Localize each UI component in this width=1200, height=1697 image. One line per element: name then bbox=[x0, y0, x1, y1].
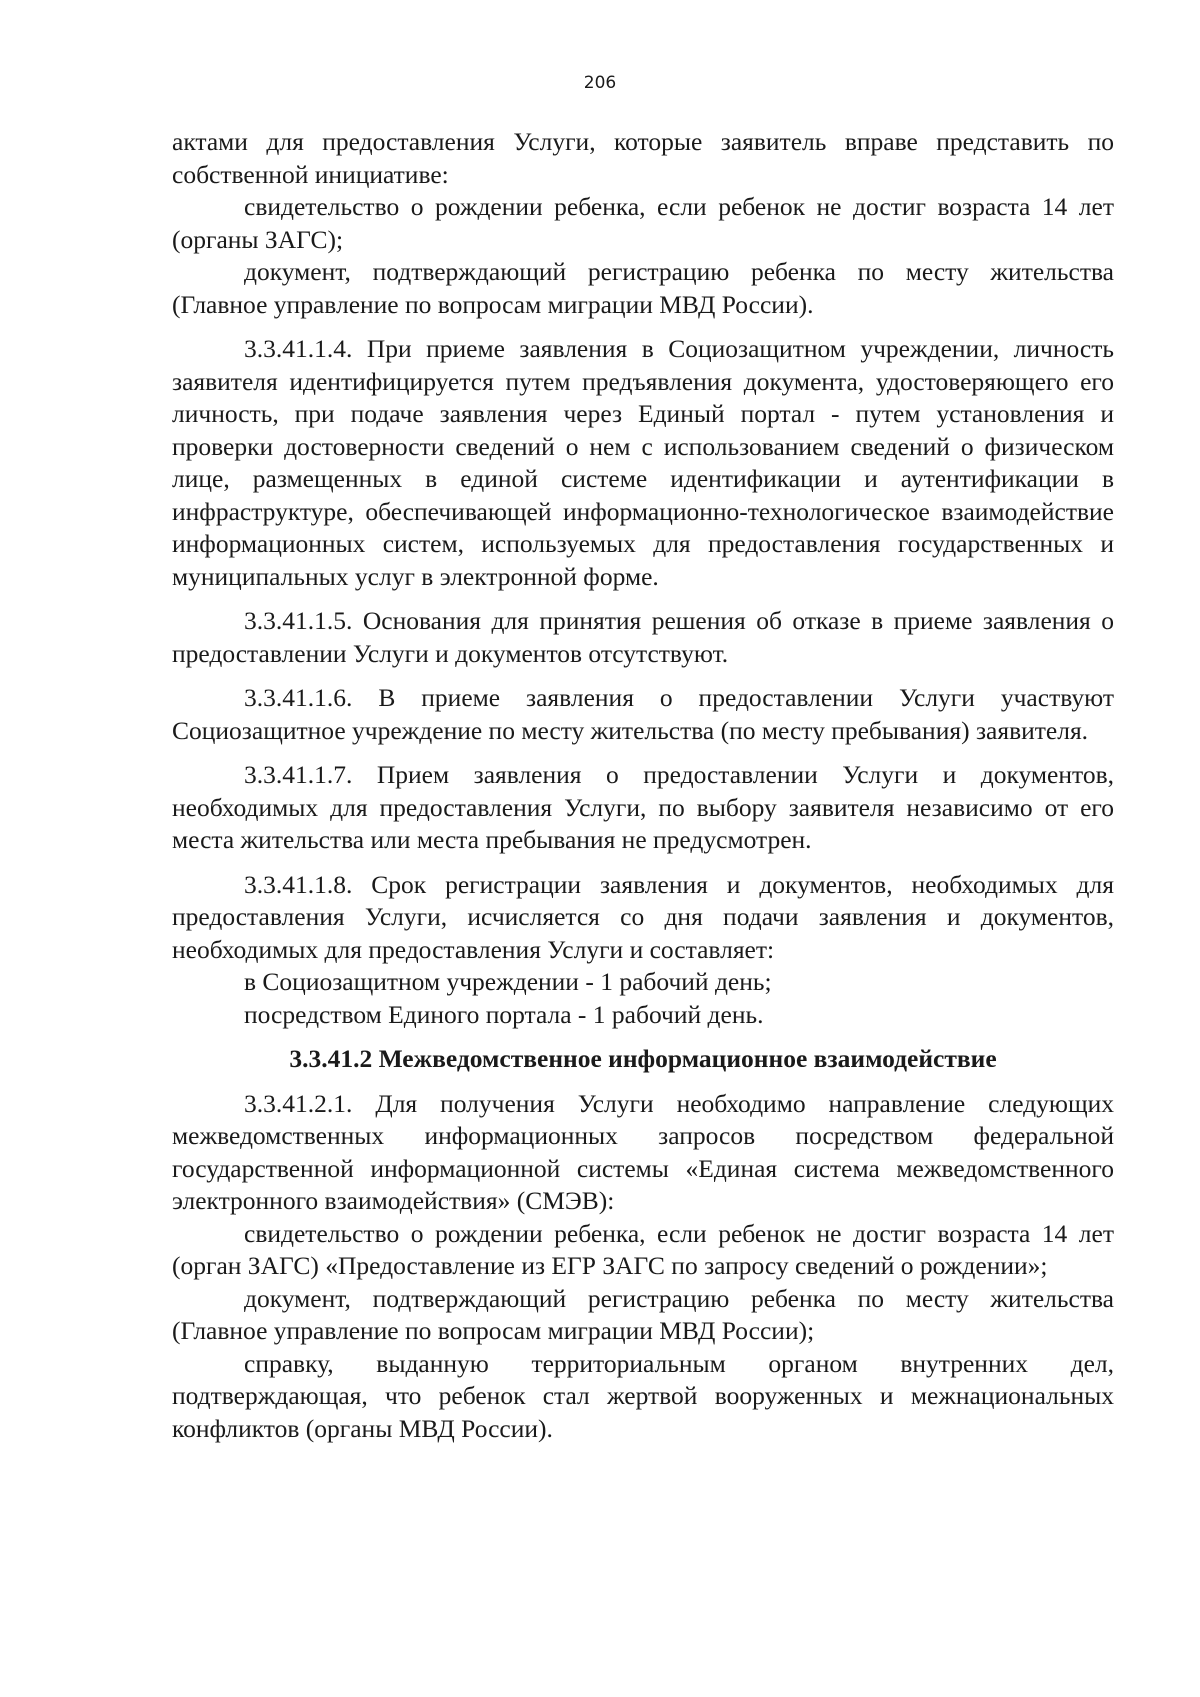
page-number: 206 bbox=[583, 73, 617, 93]
list-item-social-institution-term: в Социозащитном учреждении - 1 рабочий день; bbox=[244, 967, 772, 996]
clause-3-3-41-1-7: 3.3.41.1.7. Прием заявления о предоставлении Услуги и документов, необходимых для предоставления Услуги, по выбору заявителя независимо от его места жительства или места пребывания не предусмотрен. bbox=[172, 760, 1114, 854]
clause-3-3-41-1-6: 3.3.41.1.6. В приеме заявления о предоставлении Услуги участвуют Социозащитное учреждение по месту жительства (по месту пребывания) заявителя. bbox=[172, 683, 1114, 745]
clause-3-3-41-2-1: 3.3.41.2.1. Для получения Услуги необходимо направление следующих межведомственных информационных запросов посредством федеральной государственной информационной системы «Единая система межведомственного электронного взаимодействия» (СМЭВ): bbox=[172, 1088, 1114, 1215]
document-body bbox=[172, 126, 1114, 1445]
list-item-registration-document: документ, подтверждающий регистрацию ребенка по месту жительства (Главное управление по вопросам миграции МВД России). bbox=[172, 257, 1114, 319]
clause-3-3-41-1-5: 3.3.41.1.5. Основания для принятия решения об отказе в приеме заявления о предоставлении Услуги и документов отсутствуют. bbox=[172, 606, 1114, 668]
list-item-birth-certificate: свидетельство о рождении ребенка, если ребенок не достиг возраста 14 лет (органы ЗАГС); bbox=[172, 192, 1114, 254]
paragraph-continuation: актами для предоставления Услуги, которые заявитель вправе представить по собственной инициативе: bbox=[172, 127, 1114, 189]
request-item-registration-document: документ, подтверждающий регистрацию ребенка по месту жительства (Главное управление по вопросам миграции МВД России); bbox=[172, 1283, 1114, 1345]
list-item-portal-term: посредством Единого портала - 1 рабочий день. bbox=[244, 999, 764, 1029]
request-item-police-certificate: справку, выданную территориальным органом внутренних дел, подтверждающая, что ребенок стал жертвой вооруженных и межнациональных конфликтов (органы МВД России). bbox=[172, 1348, 1114, 1443]
section-heading: 3.3.41.2 Межведомственное информационное взаимодействие bbox=[289, 1044, 997, 1073]
request-item-birth-certificate: свидетельство о рождении ребенка, если ребенок не достиг возраста 14 лет (орган ЗАГС) «Предоставление из ЕГР ЗАГС по запросу сведений о рождении»; bbox=[172, 1218, 1114, 1280]
clause-3-3-41-1-8: 3.3.41.1.8. Срок регистрации заявления и документов, необходимых для предоставления Услуги, исчисляется со дня подачи заявления и документов, необходимых для предоставления Услуги и составляет: bbox=[172, 869, 1114, 964]
clause-3-3-41-1-4: 3.3.41.1.4. При приеме заявления в Социозащитном учреждении, личность заявителя идентифицируется путем предъявления документа, удостоверяющего его личность, при подаче заявления через Единый портал - путем установления и проверки достоверности сведений о нем с использованием сведений о физическом лице, размещенных в единой системе идентификации и аутентификации в инфраструктуре, обеспечивающей информационно-технологическое взаимодействие информационных систем, используемых для предоставления государственных и муниципальных услуг в электронной форме. bbox=[172, 334, 1114, 591]
